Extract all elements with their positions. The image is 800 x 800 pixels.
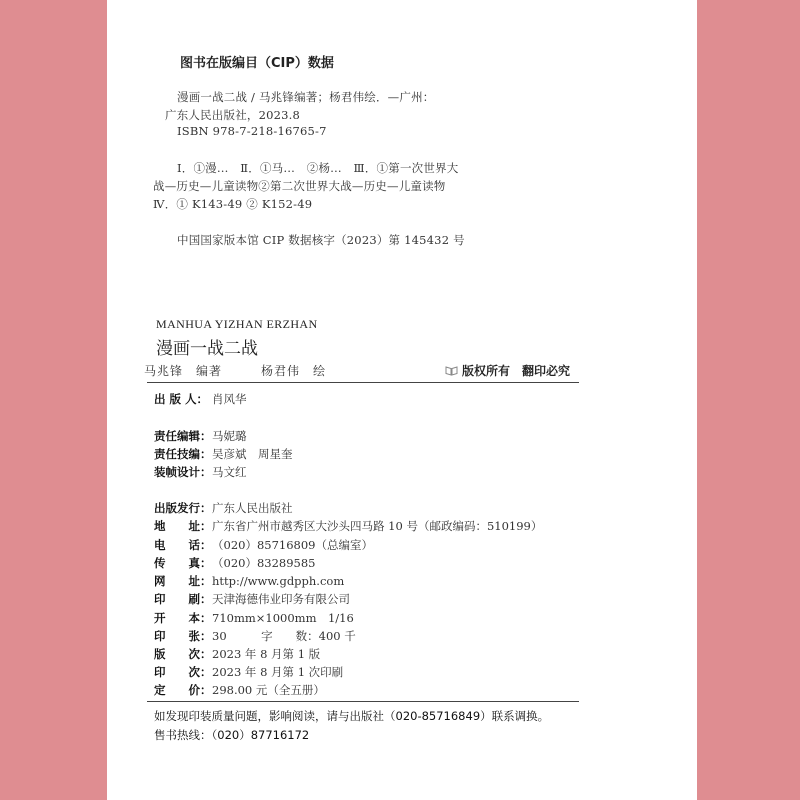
cip-line: 战—历史—儿童读物②第二次世界大战—历史—儿童读物 xyxy=(153,179,446,193)
publishing-value: 天津海德伟业印务有限公司 xyxy=(212,592,350,606)
credit-row xyxy=(154,464,247,480)
quality-notice: 如发现印装质量问题，影响阅读，请与出版社（020-85716849）联系调换。 xyxy=(154,709,550,723)
publishing-row xyxy=(154,591,350,607)
publishing-row xyxy=(154,500,293,516)
publishing-value: 298.00 元（全五册） xyxy=(212,683,325,697)
publishing-value: （020）83289585 xyxy=(212,556,316,570)
publishing-label: 网 址： xyxy=(154,574,212,588)
rights-notice xyxy=(445,362,570,379)
publishing-label: 地 址： xyxy=(154,519,212,533)
publishing-value: 广东人民出版社 xyxy=(212,501,293,515)
credit-value: 马文红 xyxy=(212,465,247,479)
publishing-row xyxy=(154,664,343,680)
publishing-value: 710mm×1000mm 1/16 xyxy=(212,611,354,625)
copyright-page xyxy=(107,0,697,800)
cip-line: 广东人民出版社，2023.8 xyxy=(165,108,301,122)
cip-line: ISBN 978-7-218-16765-7 xyxy=(177,124,327,138)
rights-text: 版权所有 翻印必究 xyxy=(462,364,571,378)
publishing-value: 广东省广州市越秀区大沙头四马路 10 号（邮政编码：510199） xyxy=(212,519,543,533)
credit-row xyxy=(154,428,247,444)
publishing-value: 2023 年 8 月第 1 版 xyxy=(212,647,321,661)
divider xyxy=(147,382,579,383)
cip-line: Ⅳ．① K143-49 ② K152-49 xyxy=(153,197,313,211)
publishing-row xyxy=(154,573,344,589)
publishing-label: 印 刷： xyxy=(154,592,212,606)
publishing-row xyxy=(154,646,320,662)
website-link[interactable]: http://www.gdpph.com xyxy=(212,574,345,588)
book-title: 漫画一战二战 xyxy=(156,339,258,359)
publishing-label: 定 价： xyxy=(154,683,212,697)
publishing-row xyxy=(154,682,325,698)
cip-line: 中国国家版本馆 CIP 数据核字（2023）第 145432 号 xyxy=(177,233,465,247)
credit-label: 装帧设计： xyxy=(154,465,212,479)
publishing-row xyxy=(154,555,315,571)
book-icon xyxy=(445,365,458,376)
credit-label: 责任编辑： xyxy=(154,429,212,443)
publishing-label: 印 次： xyxy=(154,665,212,679)
publishing-label: 印 张： xyxy=(154,629,212,643)
publishing-value: （020）85716809（总编室） xyxy=(212,538,373,552)
publishing-label: 开 本： xyxy=(154,611,212,625)
cip-line: 漫画一战二战 / 马兆锋编著；杨君伟绘．—广州： xyxy=(177,90,435,104)
credit-value: 肖风华 xyxy=(212,392,247,406)
credit-row xyxy=(154,446,293,462)
book-title-pinyin: MANHUA YIZHAN ERZHAN xyxy=(156,317,318,331)
cip-line: Ⅰ．①漫… Ⅱ．①马… ②杨… Ⅲ．①第一次世界大 xyxy=(177,161,459,175)
publishing-value: 2023 年 8 月第 1 次印刷 xyxy=(212,665,344,679)
book-authors: 马兆锋 编著 杨君伟 绘 xyxy=(144,364,327,378)
credit-label: 出 版 人： xyxy=(154,392,209,406)
publishing-label: 出版发行： xyxy=(154,501,212,515)
credit-value: 马妮璐 xyxy=(212,429,247,443)
publishing-label: 电 话： xyxy=(154,538,212,552)
credit-row xyxy=(154,391,247,407)
sales-hotline: 售书热线：（020）87716172 xyxy=(154,728,310,742)
credit-value: 吴彦斌 周星奎 xyxy=(212,447,293,461)
credit-label: 责任技编： xyxy=(154,447,212,461)
divider xyxy=(147,701,579,702)
publishing-row xyxy=(154,518,542,534)
publishing-label: 传 真： xyxy=(154,556,212,570)
publishing-row xyxy=(154,628,356,644)
publishing-label: 版 次： xyxy=(154,647,212,661)
publishing-value: 30 字 数：400 千 xyxy=(212,629,356,643)
publishing-row xyxy=(154,610,354,626)
cip-title: 图书在版编目（CIP）数据 xyxy=(180,56,334,71)
publishing-row xyxy=(154,537,373,553)
